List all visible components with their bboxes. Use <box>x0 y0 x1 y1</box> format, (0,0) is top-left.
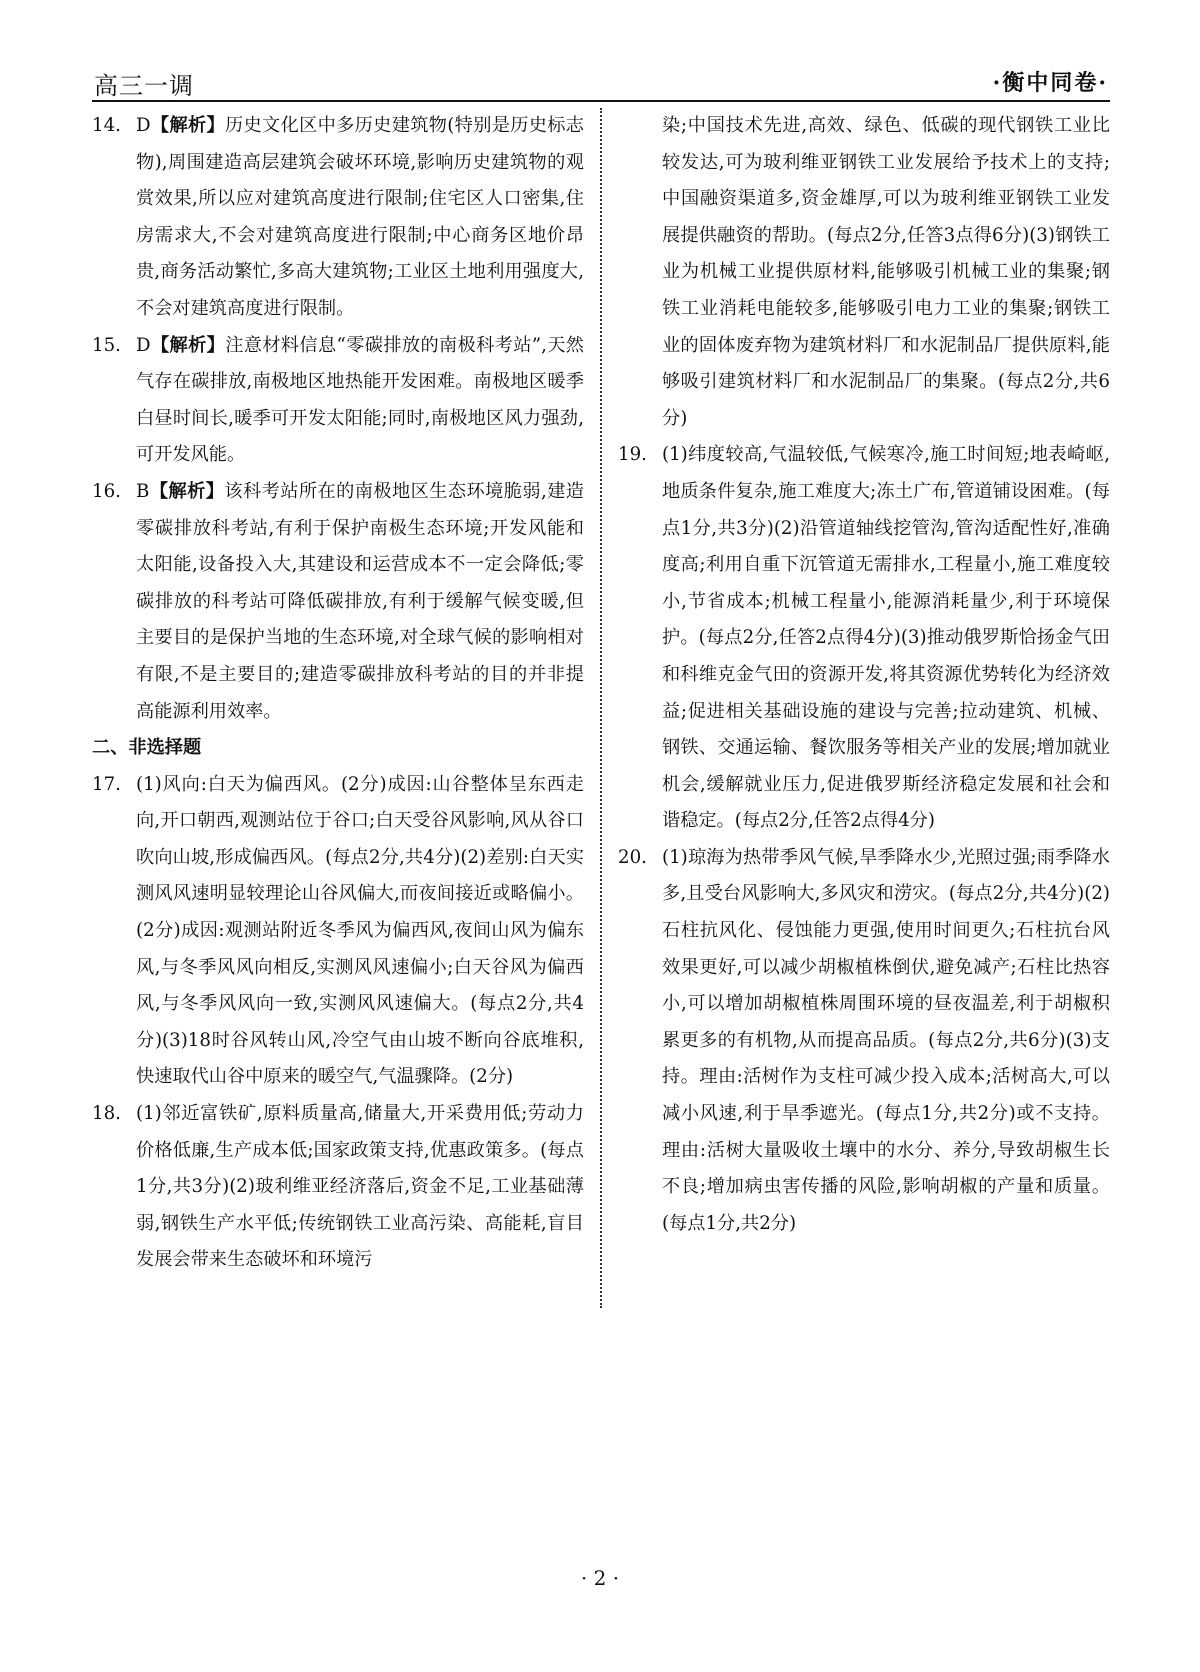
answer-item-19 <box>618 437 1110 840</box>
answer-letter: B <box>136 480 150 502</box>
answer-text: 历史文化区中多历史建筑物(特别是历史标志物),周围建造高层建筑会破坏环境,影响历史建筑物的观赏效果,所以应对建筑高度进行限制;住宅区人口密集,住房需求大,不会对建筑高度进行限制;中心商务区地价昂贵,商务活动繁忙,多高大建筑物;工业区土地利用强度大,不会对建筑高度进行限制。 <box>136 115 584 319</box>
answer-item-14 <box>92 108 584 328</box>
section-title: 二、非选择题 <box>92 737 202 759</box>
answer-text: (1)纬度较高,气温较低,气候寒冷,施工时间短;地表崎岖,地质条件复杂,施工难度大;冻土广布,管道铺设困难。(每点1分,共3分)(2)沿管道轴线挖管沟,管沟适配性好,准确度高;利用自重下沉管道无需排水,工程量小,施工难度较小,节省成本;机械工程量小,能源消耗量少,利于环境保护。(每点2分,任答2点得4分)(3)推动俄罗斯恰扬金气田和科维克金气田的资源开发,将其资源优势转化为经济效益;促进相关基础设施的建设与完善;拉动建筑、机械、钢铁、交通运输、餐饮服务等相关产业的发展;增加就业机会,缓解就业压力,促进俄罗斯经济稳定发展和社会和谐稳定。(每点2分,任答2点得4分) <box>662 444 1110 832</box>
answer-item-20 <box>618 840 1110 1243</box>
answer-letter: D <box>136 334 151 356</box>
answer-letter: D <box>136 115 151 136</box>
answer-text: (1)琼海为热带季风气候,旱季降水少,光照过强;雨季降水多,且受台风影响大,多风灾和涝灾。(每点2分,共4分)(2)石柱抗风化、侵蚀能力更强,使用时间更久;石柱抗台风效果更好,可以减少胡椒植株倒伏,避免减产;石柱比热容小,可以增加胡椒植株周围环境的昼夜温差,利于胡椒积累更多的有机物,从而提高品质。(每点2分,共6分)(3)支持。理由:活树作为支柱可减少投入成本;活树高大,可以减小风速,利于旱季遮光。(每点1分,共2分)或不支持。理由:活树大量吸收土壤中的水分、养分,导致胡椒生长不良;增加病虫害传播的风险,影响胡椒的产量和质量。(每点1分,共2分) <box>662 846 1110 1234</box>
question-number: 19. <box>618 444 647 466</box>
answer-text: 该科考站所在的南极地区生态环境脆弱,建造零碳排放科考站,有利于保护南极生态环境;开发风能和太阳能,设备投入大,其建设和运营成本不一定会降低;零碳排放的科考站可降低碳排放,有利于缓解气候变暖,但主要目的是保护当地的生态环境,对全球气候的影响相对有限,不是主要目的;建造零碳排放科考站的目的并非提高能源利用效率。 <box>136 480 584 722</box>
page-header <box>92 66 1110 102</box>
column-divider <box>600 108 602 1308</box>
answer-item-17 <box>92 767 584 1096</box>
question-number: 14. <box>92 115 121 136</box>
answer-item-15 <box>92 328 584 474</box>
answer-item-18 <box>92 1096 584 1279</box>
question-number: 17. <box>92 773 121 795</box>
answer-text: 注意材料信息“零碳排放的南极科考站”,天然气存在碳排放,南极地区地热能开发困难。南极地区暖季白昼时间长,暖季可开发太阳能;同时,南极地区风力强劲,可开发风能。 <box>136 334 584 466</box>
page-number: · 2 · <box>580 1566 620 1590</box>
question-number: 15. <box>92 334 121 356</box>
question-number: 18. <box>92 1103 121 1125</box>
answer-item-16 <box>92 474 584 730</box>
right-column <box>618 108 1110 1242</box>
answer-item-18-continued <box>618 108 1110 437</box>
answer-text: 染;中国技术先进,高效、绿色、低碳的现代钢铁工业比较发达,可为玻利维亚钢铁工业发展给予技术上的支持;中国融资渠道多,资金雄厚,可以为玻利维亚钢铁工业发展提供融资的帮助。(每点2分,任答3点得6分)(3)钢铁工业为机械工业提供原材料,能够吸引机械工业的集聚;钢铁工业消耗电能较多,能够吸引电力工业的集聚;钢铁工业的固体废弃物为建筑材料厂和水泥制品厂提供原料,能够吸引建筑材料厂和水泥制品厂的集聚。(每点2分,共6分) <box>662 115 1110 429</box>
question-number: 20. <box>618 846 647 868</box>
analysis-tag: 【解析】 <box>149 480 225 502</box>
analysis-tag: 【解析】 <box>150 115 226 136</box>
answer-text: (1)风向:白天为偏西风。(2分)成因:山谷整体呈东西走向,开口朝西,观测站位于谷口;白天受谷风影响,风从谷口吹向山坡,形成偏西风。(每点2分,共4分)(2)差别:白天实测风风速明显较理论山谷风偏大,而夜间接近或略偏小。(2分)成因:观测站附近冬季风为偏西风,夜间山风为偏东风,与冬季风风向相反,实测风风速偏小;白天谷风为偏西风,与冬季风风向一致,实测风风速偏大。(每点2分,共4分)(3)18时谷风转山风,冷空气由山坡不断向谷底堆积,快速取代山谷中原来的暖空气,气温骤降。(2分) <box>136 773 584 1088</box>
header-series-name: ·衡中同卷· <box>992 70 1108 96</box>
answer-text: (1)邻近富铁矿,原料质量高,储量大,开采费用低;劳动力价格低廉,生产成本低;国家政策支持,优惠政策多。(每点1分,共3分)(2)玻利维亚经济落后,资金不足,工业基础薄弱,钢铁生产水平低;传统钢铁工业高污染、高能耗,盲目发展会带来生态破坏和环境污 <box>136 1103 584 1271</box>
analysis-tag: 【解析】 <box>150 334 226 356</box>
left-column <box>92 108 584 1279</box>
header-title: 高三一调 <box>94 72 194 100</box>
question-number: 16. <box>92 480 121 502</box>
